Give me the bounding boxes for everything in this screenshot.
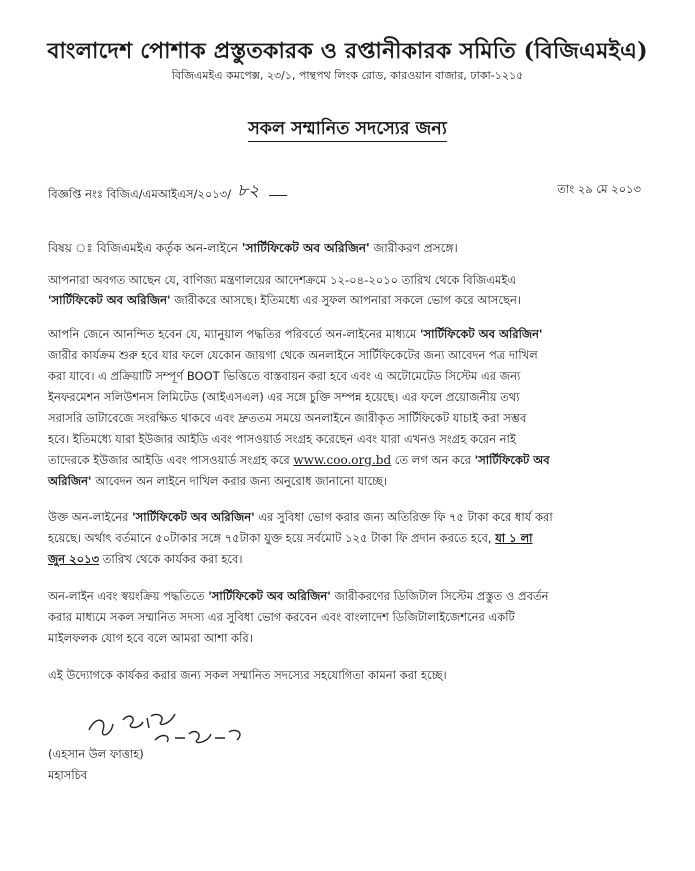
organization-address: বিজিএমইএ কমপেক্স, ২৩/১, পান্থপথ লিংক রোড, কারওয়ান বাজার, ঢাকা-১২১৫ (171, 69, 524, 82)
organization-name: বাংলাদেশ পোশাক প্রস্তুতকারক ও রপ্তানীকারক সমিতি (বিজিএমইএ) (47, 38, 648, 64)
subject-suffix: জারীকরণ প্রসঙ্গে। (369, 241, 458, 255)
para3-line3 (48, 551, 243, 570)
para2-l8-bold: অরিজিন' (48, 474, 92, 488)
para3-l1-text-b: এর সুবিধা ভোগ করার জন্য অতিরিক্ত ফি ৭৫ টাকা করে ধার্য করা (254, 510, 553, 524)
subject-prefix: বিষয় ঃ বিজিএমইএ কর্তৃক অন-লাইনে (48, 241, 242, 255)
para1-rest: জারীকরে আসছে। ইতিমধ্যে এর সুফল আপনারা সকলে ভোগ করে আসছেন। (170, 293, 521, 307)
para2-l1-text: আপনি জেনে আনন্দিত হবেন যে, ম্যানুয়াল পদ্ধতির পরিবর্তে অন-লাইনের মাধ্যমে (48, 327, 420, 341)
memo-number (48, 180, 259, 208)
para4-line1 (48, 588, 549, 607)
para2-line6: হবে। ইতিমধ্যে যারা ইউজার আইডি এবং পাসওয়ার্ড সংগ্রহ করেছেন এবং যারা এখনও সংগ্রহ করেন নাই (48, 432, 516, 446)
para4-line3: মাইলফলক যোগ হবে বলে আমরা আশা করি। (48, 631, 253, 645)
memo-number-handwritten: ৮২ (237, 181, 260, 201)
para2-line4: ইনফরমেশন সলিউশনস লিমিটেড (আইএসএল) এর সঙ্গে চুক্তি সম্পন্ন হয়েছে। এর ফলে প্রয়োজনীয় তথ্য (48, 390, 520, 404)
para3-l1-bold: 'সার্টিফিকেট অব অরিজিন' (132, 510, 255, 524)
para1-line2 (48, 292, 521, 311)
para1-line1: আপনারা অবগত আছেন যে, বাণিজ্য মন্ত্রণালয়ের আদেশক্রমে ১২-০৪-২০১০ তারিখ থেকে বিজিএমইএ (48, 273, 517, 287)
memo-date: তাং ২৯ মে ২০১৩ (557, 182, 641, 196)
para2-line8 (48, 473, 387, 492)
para3-line2 (48, 530, 533, 549)
para5-line1: এই উদ্যোগকে কার্যকর করার জন্য সকল সম্মানিত সদস্যের সহযোগিতা কামনা করা হচ্ছে। (48, 668, 447, 682)
signatory-name: (এহসান উল ফাত্তাহ) (48, 747, 144, 761)
para2-line5: সরাসরি ডাটাবেজে সংরক্ষিত থাকবে এবং দ্রুততম সময়ে অনলাইনে জারীকৃত সার্টিফিকেট যাচাই করা সম্ভব (48, 411, 527, 425)
para3-l2-bold: যা ১ লা (495, 531, 533, 545)
para2-l1-bold: 'সার্টিফিকেট অব অরিজিন' (420, 327, 543, 341)
para4-l1-text: অন-লাইন এবং স্বয়ংক্রিয় পদ্ধতিতে (48, 589, 209, 603)
para2-line1 (48, 326, 543, 345)
para3-l2-text: হয়েছে। অর্থাৎ বর্তমানে ৫০টাকার সঙ্গে ৭৫টাকা যুক্ত হয়ে সর্বমোট ১২৫ টাকা ফি প্রদান করতে হবে, (48, 531, 496, 545)
para3-l1-text: উক্ত অন-লাইনের (48, 510, 133, 524)
subject-line (48, 240, 458, 260)
coo-website-link[interactable]: www.coo.org.bd (293, 453, 392, 467)
para2-l7-bold: 'সার্টিফিকেট অব (474, 453, 550, 467)
para2-l7-text: তাদেরকে ইউজার আইডি এবং পাসওয়ার্ড সংগ্রহ করে (48, 453, 294, 467)
para2-l7-text-b: তে লগ অন করে (391, 453, 475, 467)
para2-line2: জারীর কার্যক্রম শুরু হবে যার ফলে যেকোন জায়গা থেকে অনলাইনে সার্টিফিকেটের জন্য আবেদন পত্র দাখিল (48, 348, 538, 362)
notice-heading-wrap (0, 112, 695, 145)
handwritten-signature (85, 700, 250, 750)
notice-heading: সকল সম্মানিত সদস্যের জন্য (248, 119, 447, 142)
para2-line3: করা যাবে। এ প্রক্রিয়াটি সম্পূর্ণ BOOT ভিত্তিতে বাস্তবায়ন করা হবে এবং এ অটোমেটেড সিস্টেম এর জন্য (48, 369, 521, 383)
para4-l1-bold: 'সার্টিফিকেট অব অরিজিন' (208, 589, 331, 603)
para3-l3-bold: জুন ২০১৩ (48, 552, 100, 566)
para2-l8-rest: আবেদন অন লাইনে দাখিল করার জন্য অনুরোধ জানানো যাচ্ছে। (91, 474, 388, 488)
para4-l1-text-b: জারীকরণের ডিজিটাল সিস্টেম প্রস্তুত ও প্রবর্তন (330, 589, 549, 603)
para3-line1 (48, 509, 553, 528)
para1-bold: 'সার্টিফিকেট অব অরিজিন' (48, 293, 171, 307)
para4-line2: করার মাধ্যমে সকল সম্মানিত সদস্য এর সুবিধা ভোগ করবেন এবং বাংলাদেশ ডিজিটালাইজেশনের একটি (48, 610, 515, 624)
memo-number-label: বিজ্ঞপ্তি নংঃ বিজিএ/এমআইএস/২০১৩/ (48, 187, 232, 201)
signatory-title: মহাসচিব (48, 768, 88, 782)
para2-line7 (48, 452, 550, 471)
para3-l3-rest: তারিখ থেকে কার্যকর করা হবে। (99, 552, 243, 566)
subject-highlight: 'সার্টিফিকেট অব অরিজিন' (241, 241, 370, 255)
